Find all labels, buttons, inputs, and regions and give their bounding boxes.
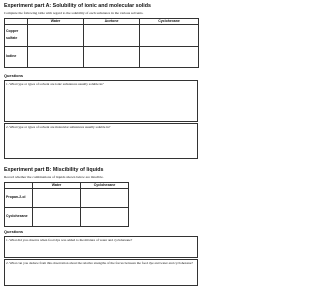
header-cyclohexane: Cyclohexane	[81, 183, 129, 189]
answer-cell[interactable]	[33, 208, 81, 227]
part-a-title: Experiment part A: Solubility of ionic and molecular solids	[4, 3, 151, 9]
table-row	[5, 208, 129, 227]
answer-cell[interactable]	[81, 189, 129, 208]
part-b-question-1[interactable]	[4, 236, 198, 258]
part-b-question-2[interactable]	[4, 259, 198, 286]
header-water: Water	[28, 19, 84, 25]
part-b-title: Experiment part B: Miscibility of liquids	[4, 167, 104, 173]
row-label-line: Copper	[6, 29, 19, 34]
part-a-question-1[interactable]	[4, 80, 198, 122]
header-cyclohexane: Cyclohexane	[140, 19, 199, 25]
part-b-questions-heading: Questions	[4, 229, 24, 234]
part-a-question-2[interactable]	[4, 123, 198, 159]
row-label-cyclohexane: Cyclohexane	[5, 208, 33, 227]
table-row	[5, 25, 199, 47]
answer-cell[interactable]	[33, 189, 81, 208]
answer-cell[interactable]	[140, 47, 199, 68]
header-acetone: Acetone	[84, 19, 140, 25]
miscibility-table	[4, 182, 129, 227]
solubility-table	[4, 18, 199, 68]
table-row	[5, 189, 129, 208]
header-water: Water	[33, 183, 81, 189]
part-a-instruction: Complete the following table with regard to the solubility of each substance in the various solvents.	[4, 11, 144, 15]
row-label-propan-2-ol: Propan-2-ol	[5, 189, 33, 208]
question-text: 1. What type or types of solvent are ionic substances usually soluble in?	[6, 82, 104, 86]
answer-cell[interactable]	[81, 208, 129, 227]
row-label-iodine: Iodine	[5, 47, 28, 68]
row-label-line: sulfate	[6, 36, 18, 41]
part-b-instruction: Record whether the combinations of liquids shown below are miscible.	[4, 175, 104, 179]
question-text: 2. What can you deduce from this observation about the relative strengths of the forces between the food dye and water and cyclohexane?	[6, 261, 193, 265]
row-label-copper-sulfate	[5, 25, 28, 47]
question-text: 2. What type or types of solvent are molecular substances usually soluble in?	[6, 125, 111, 129]
part-a-questions-heading: Questions	[4, 73, 24, 78]
answer-cell[interactable]	[140, 25, 199, 47]
question-text: 1. What did you observe when food dye was added to the mixture of water and cyclohexane?	[6, 238, 133, 242]
answer-cell[interactable]	[28, 47, 84, 68]
answer-cell[interactable]	[84, 47, 140, 68]
answer-cell[interactable]	[84, 25, 140, 47]
table-row	[5, 47, 199, 68]
answer-cell[interactable]	[28, 25, 84, 47]
